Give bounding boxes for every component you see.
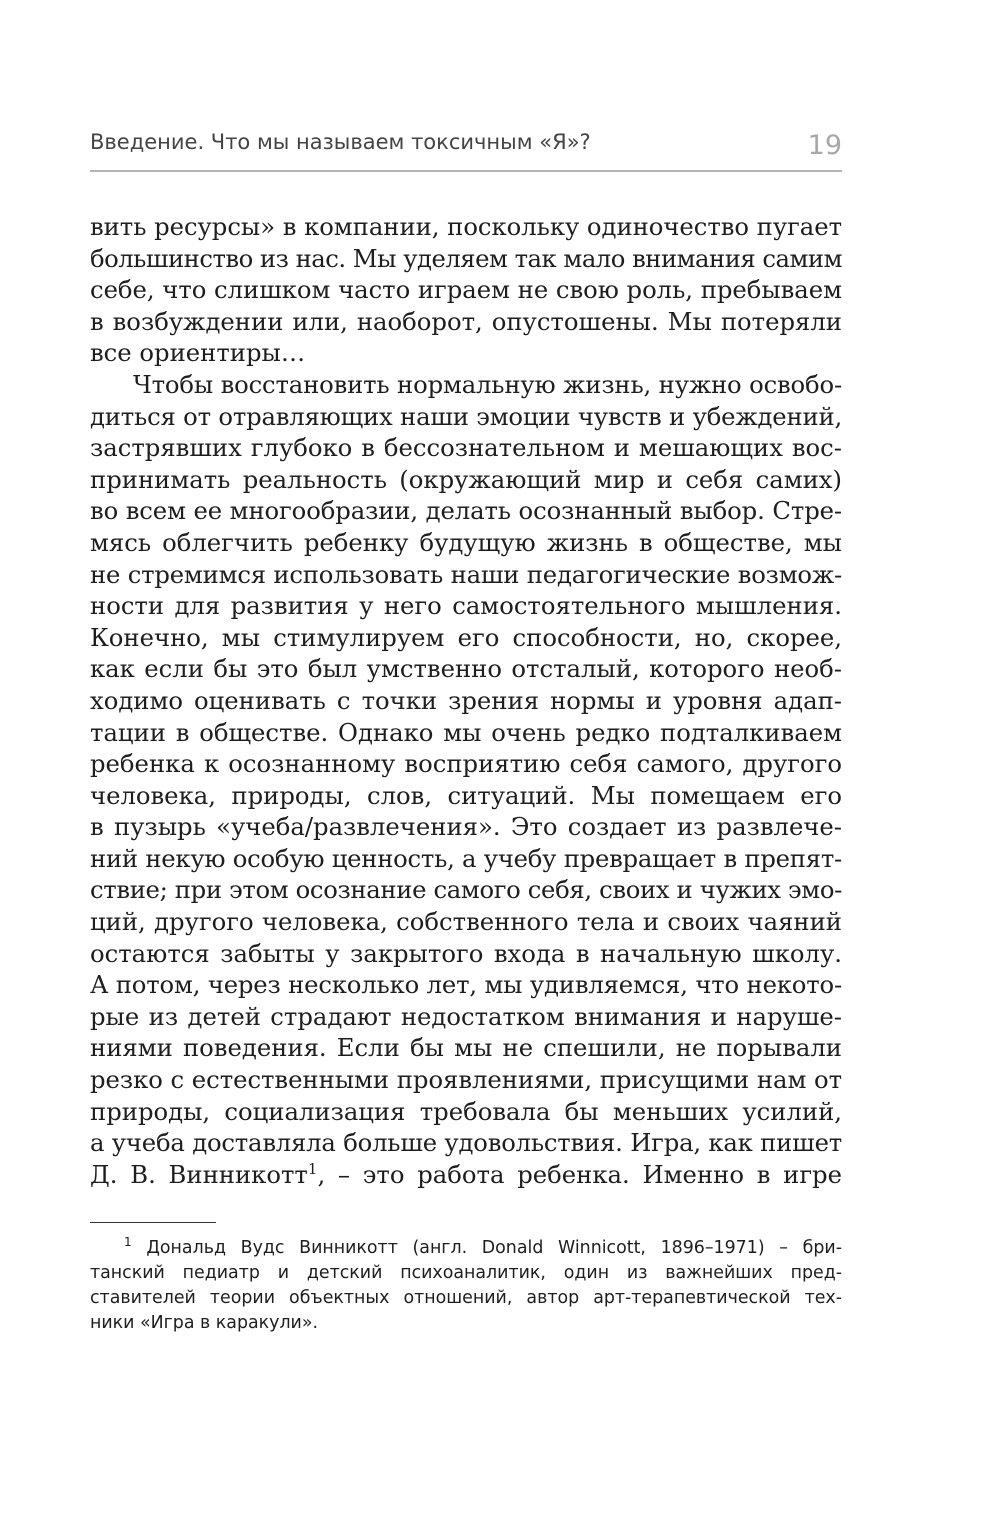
text-line: диться от отравляющих наши эмоции чувств и убеждений, — [90, 401, 842, 431]
text-line: во всем ее многообразии, делать осознанный выбор. Стре- — [90, 496, 843, 526]
running-header — [90, 126, 842, 172]
text-line: ходимо оценивать с точки зрения нормы и уровня адап- — [90, 685, 842, 715]
text-line: ниями поведения. Если бы мы не спешили, не порывали — [90, 1033, 842, 1063]
chapter-title: Введение. Что мы называем токсичным «Я»? — [90, 130, 591, 154]
footnote-line: танский педиатр и детский психоаналитик, один из важнейших пред- — [90, 1263, 842, 1283]
text-line: принимать реальность (окружающий мир и себя самих) — [90, 464, 842, 494]
text-line-with-footnote-ref — [90, 1159, 842, 1191]
text-line: вить ресурсы» в компании, поскольку одиночество пугает — [90, 212, 842, 241]
text-line: рые из детей страдают недостатком внимания и наруше- — [90, 1001, 842, 1031]
text-line: тации в обществе. Однако мы очень редко подталкиваем — [90, 717, 842, 747]
text-line: ций, другого человека, собственного тела и своих чаяний — [90, 907, 842, 937]
text-line: мясь облегчить ребенку будущую жизнь в обществе, мы — [90, 527, 842, 557]
text-line: застрявших глубоко в бессознательном и мешающих вос- — [90, 433, 842, 463]
footnote-reference[interactable]: 1 — [307, 1159, 318, 1178]
footnote — [90, 1236, 842, 1336]
text-line: Чтобы восстановить нормальную жизнь, нужно освобо- — [133, 369, 842, 399]
page-number: 19 — [807, 130, 842, 161]
text-line: остаются забыты у закрытого входа в начальную школу. — [90, 938, 842, 968]
footnote-line: ставителей теории объектных отношений, автор арт-терапевтической тех- — [90, 1288, 842, 1308]
text-line: ний некую особую ценность, а учебу превращает в препят- — [90, 843, 842, 873]
text-line: Конечно, мы стимулируем его способности, но, скорее, — [90, 622, 842, 652]
text-line: не стремимся использовать наши педагогические возмож- — [90, 559, 842, 589]
text-continuation: , – это работа ребенка. Именно в игре — [317, 1159, 842, 1189]
text-line: себе, что слишком часто играем не свою роль, пребываем — [90, 275, 842, 305]
text-line: а учеба доставляла больше удовольствия. Игра, как пишет — [90, 1128, 842, 1158]
text-line: все ориентиры… — [90, 338, 306, 368]
text-line: в пузырь «учеба/развлечения». Это создает из развлече- — [90, 812, 842, 842]
text-line: ствие; при этом осознание самого себя, своих и чужих эмо- — [90, 875, 843, 905]
text-line: ребенка к осознанному восприятию себя самого, другого — [90, 749, 842, 779]
footnote-separator — [90, 1222, 216, 1223]
text-line: резко с естественными проявлениями, присущими нам от — [90, 1065, 843, 1095]
body-text — [90, 211, 842, 1190]
text-line: человека, природы, слов, ситуаций. Мы помещаем его — [90, 780, 842, 810]
footnote-marker: 1 — [124, 1235, 132, 1250]
text-line: большинство из нас. Мы уделяем так мало внимания самим — [90, 243, 842, 273]
text-line: ности для развития у него самостоятельного мышления. — [90, 591, 842, 621]
text-line: А потом, через несколько лет, мы удивляемся, что некото- — [90, 970, 843, 1000]
footnote-line: $^1$ Дональд Вудс Винникотт (англ. Donald Winnicott, 1896–1971) – бри- — [124, 1235, 842, 1258]
text-line: в возбуждении или, наоборот, опустошены. Мы потеряли — [90, 306, 842, 336]
author-name: Д. В. Винникотт — [90, 1159, 308, 1189]
text-line: природы, социализация требовала бы меньших усилий, — [90, 1096, 842, 1126]
footnote-line: ники «Игра в каракули». — [90, 1313, 319, 1333]
text-line: как если бы это был умственно отсталый, которого необ- — [90, 654, 842, 684]
